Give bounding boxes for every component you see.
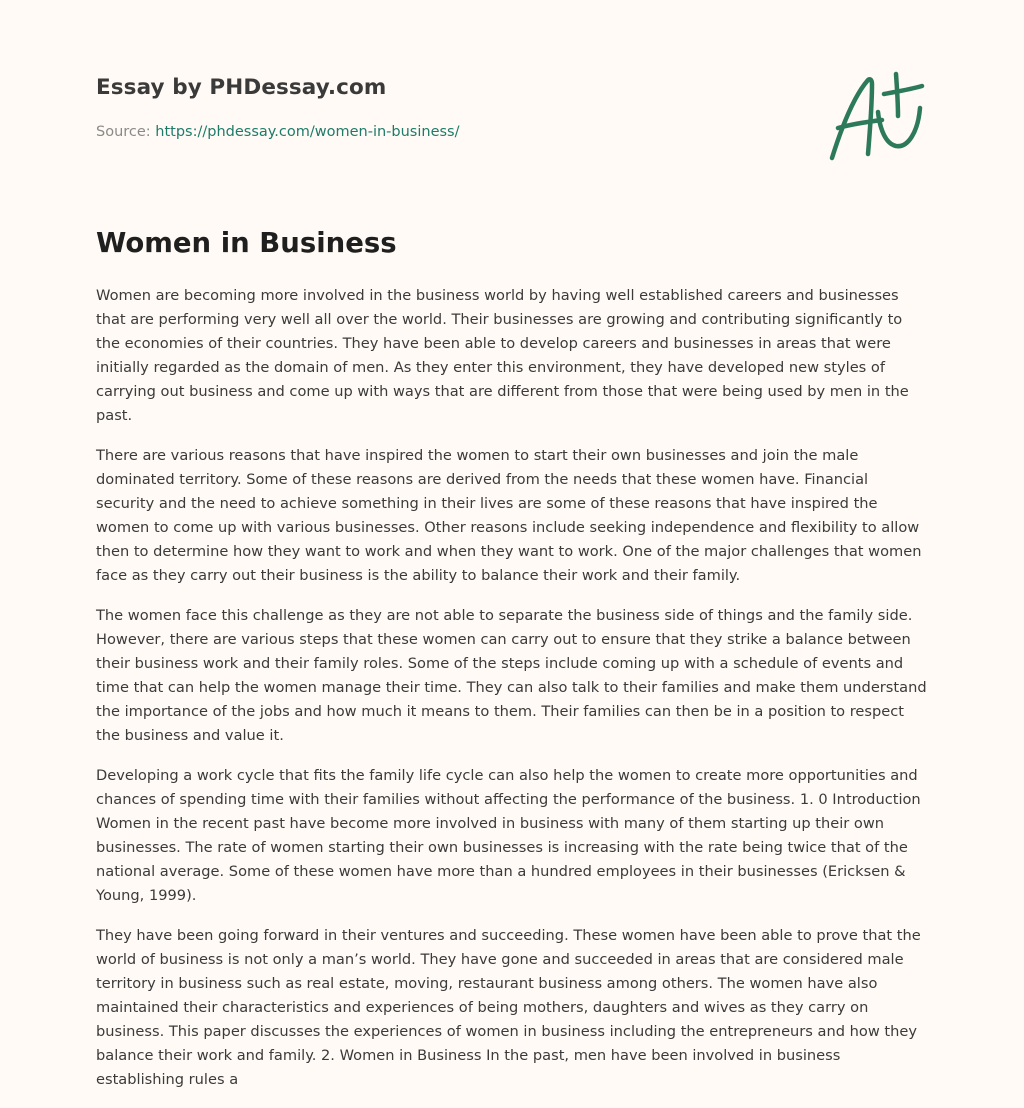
- source-link[interactable]: https://phdessay.com/women-in-business/: [155, 124, 460, 140]
- essay-body: [96, 284, 928, 1108]
- page-header: [96, 0, 928, 200]
- paragraph: Developing a work cycle that fits the family life cycle can also help the women to create more opportunities and chances of spending time with their families without affecting the performance of the business. 1. 0 Introduction Women in the recent past have become more involved in business with many of them starting up their own businesses. The rate of women starting their own businesses is increasing with the rate being twice that of the national average. Some of these women have more than a hundred employees in their businesses (Ericksen & Young, 1999).: [96, 767, 921, 904]
- paragraph: They have been going forward in their ventures and succeeding. These women have been able to prove that the world of business is not only a man’s world. They have gone and succeeded in areas that are considered male territory in business such as real estate, moving, restaurant business among others. The women have also maintained their characteristics and experiences of being mothers, daughters and wives as they carry on business. This paper discusses the experiences of women in business including the entrepreneurs and how they balance their work and family. 2. Women in Business In the past, men have been involved in business establishing rules a: [96, 927, 921, 1088]
- site-brand: Essay by PHDessay.com: [96, 75, 387, 100]
- paragraph: Women are becoming more involved in the business world by having well established careers and businesses that are performing very well all over the world. Their businesses are growing and contributing significantly to the economies of their countries. They have been able to develop careers and businesses in areas that were initially regarded as the domain of men. As they enter this environment, they have developed new styles of carrying out business and come up with ways that are different from those that were being used by men in the past.: [96, 287, 909, 424]
- page-title: Women in Business: [96, 227, 397, 259]
- source-label: Source:: [96, 124, 151, 140]
- paragraph: The women face this challenge as they are not able to separate the business side of things and the family side. However, there are various steps that these women can carry out to ensure that they strike a balance between their business work and their family roles. Some of the steps include coming up with a schedule of events and time that can help the women manage their time. They can also talk to their families and make them understand the importance of the jobs and how much it means to them. Their families can then be in a position to respect the business and value it.: [96, 607, 927, 744]
- paragraph: There are various reasons that have inspired the women to start their own businesses and join the male dominated territory. Some of these reasons are derived from the needs that these women have. Financial security and the need to achieve something in their lives are some of these reasons that have inspired the women to come up with various businesses. Other reasons include seeking independence and flexibility to allow then to determine how they want to work and when they want to work. One of the major challenges that women face as they carry out their business is the ability to balance their work and their family.: [96, 447, 922, 584]
- source-line: [96, 124, 460, 140]
- a-plus-grade-icon: [824, 66, 928, 166]
